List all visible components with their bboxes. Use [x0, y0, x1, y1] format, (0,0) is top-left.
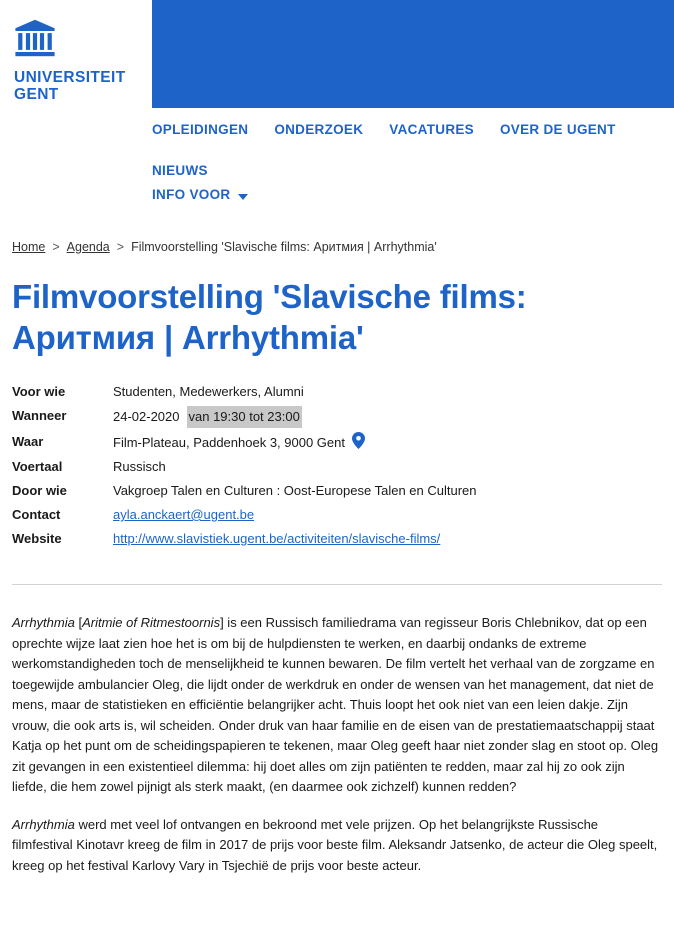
content-divider: [12, 584, 662, 585]
event-description: [12, 613, 662, 876]
info-label-door-wie: Door wie: [12, 483, 67, 498]
description-p2-rest: werd met veel lof ontvangen en bekroond met vele prijzen. Op het belangrijkste Russische filmfestival Kinotavr kreeg de film in 2017 de prijs voor beste film. Aleksandr Jatsenko, de acteur die Oleg speelt, kreeg op het festival Karlovy Vary in Tsjechië de prijs voor beste acteur.: [12, 816, 658, 873]
nav-item-onderzoek[interactable]: ONDERZOEK: [274, 122, 364, 137]
info-label-contact: Contact: [12, 507, 61, 522]
breadcrumb-current: Filmvoorstelling 'Slavische films: Аритмия | Arrhythmia': [131, 240, 437, 254]
info-value-voor-wie: Studenten, Medewerkers, Alumni: [113, 384, 304, 399]
logo-block[interactable]: [0, 0, 152, 108]
nav-row-primary: [152, 122, 674, 178]
description-paragraph-1: [12, 613, 662, 798]
chevron-down-icon[interactable]: [238, 194, 248, 200]
breadcrumb-agenda[interactable]: Agenda: [66, 240, 110, 254]
header-banner: [152, 0, 674, 108]
info-row-voertaal: [12, 457, 674, 477]
info-row-waar: [12, 432, 674, 453]
info-value-voertaal: Russisch: [113, 459, 166, 474]
info-value-door-wie: Vakgroep Talen en Culturen : Oost-Europese Talen en Culturen: [113, 483, 477, 498]
info-row-voor-wie: [12, 382, 674, 402]
breadcrumb: [12, 240, 674, 254]
info-value-waar: [113, 432, 365, 453]
contact-email-link[interactable]: ayla.anckaert@ugent.be: [113, 507, 255, 522]
logo-text-line2: GENT: [14, 86, 59, 103]
ugent-building-icon: [14, 18, 56, 58]
event-location: Film-Plateau, Paddenhoek 3, 9000 Gent: [113, 434, 345, 450]
info-label-waar: Waar: [12, 434, 44, 449]
nav-item-vacatures[interactable]: VACATURES: [389, 122, 474, 137]
info-label-voertaal: Voertaal: [12, 459, 63, 474]
site-header: [0, 0, 674, 108]
logo-text-line1: UNIVERSITEIT: [14, 69, 126, 86]
info-value-wanneer: [113, 406, 302, 428]
nav-row-secondary: [152, 187, 674, 202]
event-time-highlighted: van 19:30 tot 23:00: [187, 406, 302, 428]
breadcrumb-separator-2: >: [116, 240, 125, 254]
breadcrumb-separator-1: >: [52, 240, 60, 254]
info-value-website: [113, 529, 440, 549]
nav-item-nieuws[interactable]: NIEUWS: [152, 163, 208, 178]
description-p1-rest: ] is een Russisch familiedrama van regisseur Boris Chlebnikov, dat op een oprechte wijze laat zien hoe het is om bij de hulpdiensten te werken, en daarbij ondanks de extreme werkomstandigheden toch de menselijkheid te kunnen bewaren. De film vertelt het verhaal van de zorgzame en toegewijde ambulancier Oleg, die lijdt onder de werkdruk en onder de wensen van het management, dat niet de mens, maar de statistieken en efficiëntie belangrijker acht. Thuis loopt het ook niet van een leien dakje. Zijn vrouw, die ook arts is, wil scheiden. Onder druk van haar familie en de eisen van de prestatiemaatschappij staat Katja op het punt om de scheidingspapieren te tekenen, maar Oleg geeft haar niet zonder slag en stoot op. Oleg zit gevangen in een existentieel dilemma: hij doet alles om zijn patiënten te redden, maar zal hij zo ook zijn liefde, die hem zowel pijnigt als sterk maakt, (en daarmee ook zichzelf) kunnen redden?: [12, 615, 659, 794]
film-title-translation-em: Aritmie of Ritmestoornis: [82, 615, 221, 630]
event-date: 24-02-2020: [113, 409, 180, 424]
description-paragraph-2: [12, 815, 662, 877]
breadcrumb-home[interactable]: Home: [12, 240, 46, 254]
main-navigation: [0, 108, 674, 208]
info-row-wanneer: [12, 406, 674, 428]
map-pin-icon[interactable]: [352, 432, 365, 453]
description-p1-mid: [: [74, 615, 83, 630]
info-label-wanneer: Wanneer: [12, 408, 67, 423]
film-title-em-2: Arrhythmia: [12, 816, 75, 832]
info-row-website: [12, 529, 674, 549]
nav-item-over-de-ugent[interactable]: OVER DE UGENT: [499, 122, 616, 137]
nav-item-opleidingen[interactable]: OPLEIDINGEN: [152, 122, 249, 137]
info-label-voor-wie: Voor wie: [12, 384, 66, 399]
info-value-contact: [113, 505, 254, 525]
info-row-contact: [12, 505, 674, 525]
website-link[interactable]: http://www.slavistiek.ugent.be/activiteiten/slavische-films/: [113, 531, 441, 546]
page-title: Filmvoorstelling 'Slavische films: Аритмия | Arrhythmia': [12, 278, 527, 356]
film-title-em-1: Arrhythmia: [12, 615, 75, 630]
event-info-table: [12, 382, 674, 549]
nav-item-info-voor[interactable]: INFO VOOR: [152, 187, 231, 202]
info-row-door-wie: [12, 481, 674, 501]
info-label-website: Website: [12, 531, 62, 546]
